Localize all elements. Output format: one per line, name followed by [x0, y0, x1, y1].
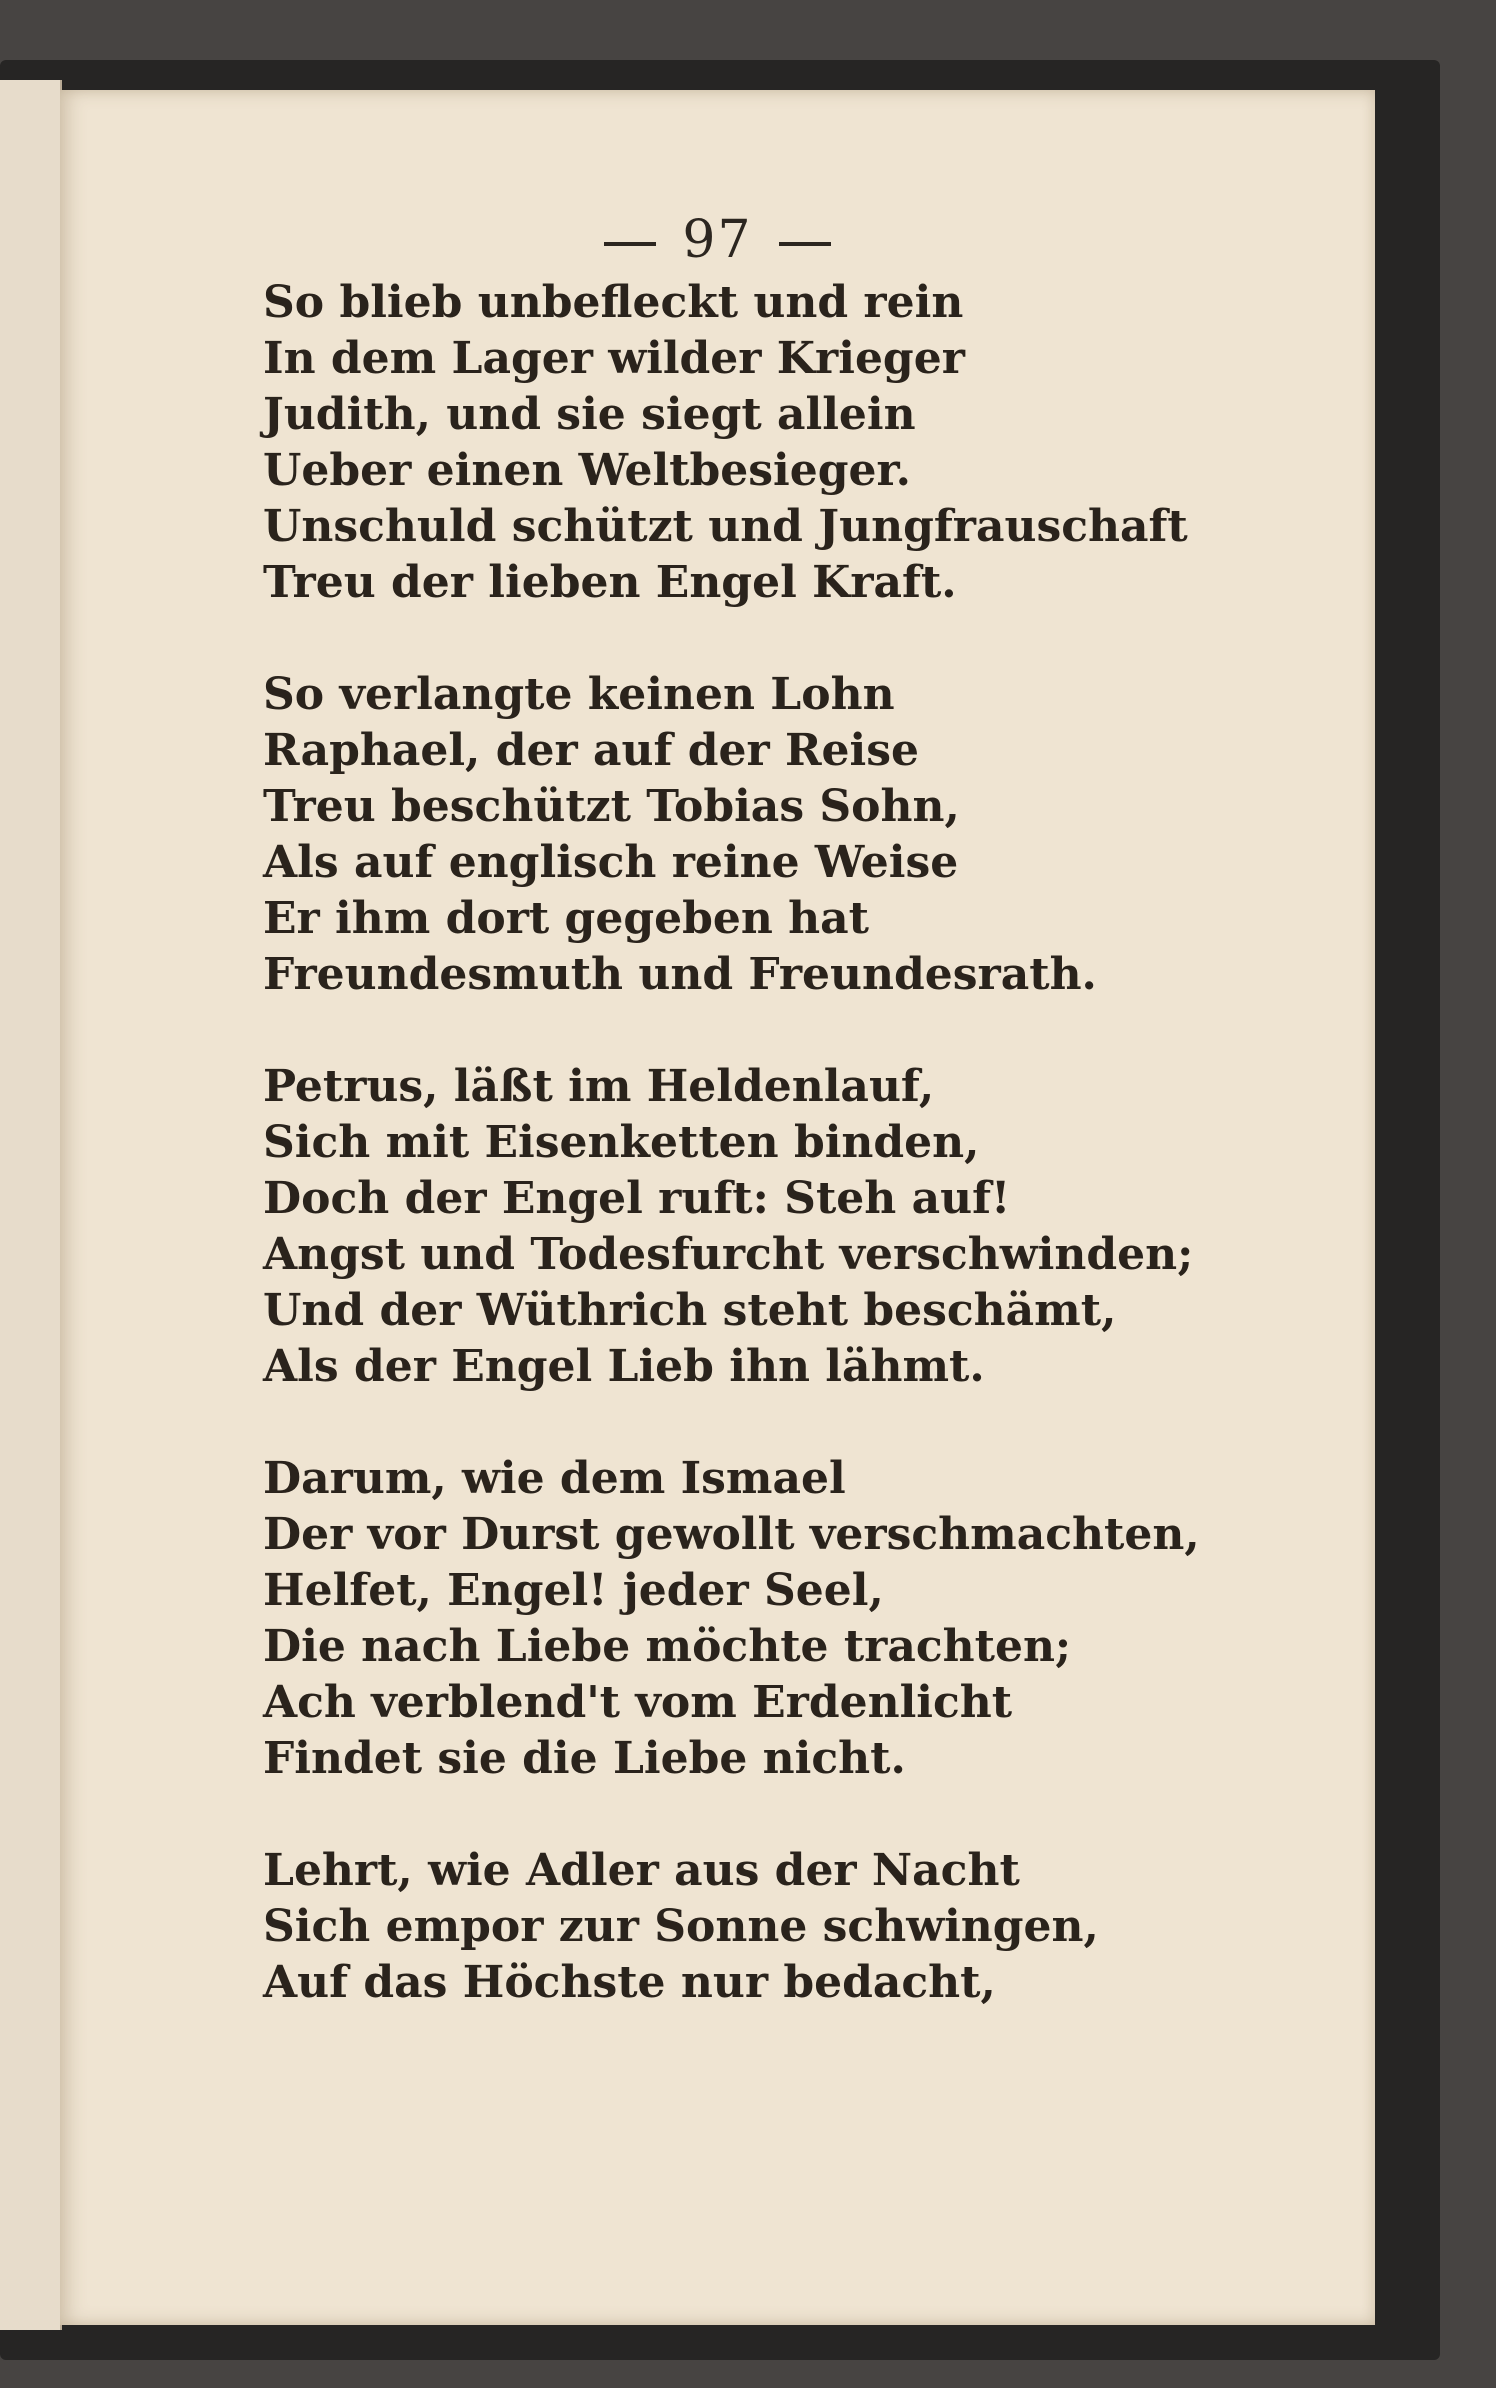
- stanza-4: [263, 1451, 1263, 1787]
- poem-line: Helfet, Engel! jeder Seel,: [263, 1565, 884, 1616]
- poem-line: Lehrt, wie Adler aus der Nacht: [263, 1845, 1020, 1896]
- page-header: [60, 210, 1375, 270]
- poem-line: Angst und Todesfurcht verschwinden;: [263, 1229, 1194, 1280]
- page-number: 97: [682, 210, 753, 270]
- poem-line: Auf das Höchste nur bedacht,: [263, 1957, 996, 2008]
- poem-line: Als auf englisch reine Weise: [263, 837, 959, 888]
- poem-line: So verlangte keinen Lohn: [263, 669, 895, 720]
- poem-line: Petrus, läßt im Heldenlauf,: [263, 1061, 935, 1112]
- poem-line: Ueber einen Weltbesieger.: [263, 445, 911, 496]
- poem-line: Die nach Liebe möchte trachten;: [263, 1621, 1072, 1672]
- poem-line: Freundesmuth und Freundesrath.: [263, 949, 1097, 1000]
- poem-line: Er ihm dort gegeben hat: [263, 893, 869, 944]
- poem-line: Treu der lieben Engel Kraft.: [263, 557, 957, 608]
- poem-line: Treu beschützt Tobias Sohn,: [263, 781, 960, 832]
- poem-line: Als der Engel Lieb ihn lähmt.: [263, 1341, 985, 1392]
- poem-line: In dem Lager wilder Krieger: [263, 333, 965, 384]
- poem-line: Judith, und sie siegt allein: [263, 389, 916, 440]
- header-dash-right: [779, 242, 831, 246]
- poem-line: Sich empor zur Sonne schwingen,: [263, 1901, 1099, 1952]
- stanza-5: [263, 1843, 1263, 2011]
- poem-line: Unschuld schützt und Jungfrauschaft: [263, 501, 1188, 552]
- poem-line: Und der Wüthrich steht beschämt,: [263, 1285, 1117, 1336]
- poem-line: Raphael, der auf der Reise: [263, 725, 920, 776]
- book-page: [60, 90, 1375, 2325]
- poem-line: Doch der Engel ruft: Steh auf!: [263, 1173, 1011, 1224]
- poem-line: Der vor Durst gewollt verschmachten,: [263, 1509, 1200, 1560]
- stanza-2: [263, 667, 1263, 1003]
- poem-line: Ach verblend't vom Erdenlicht: [263, 1677, 1013, 1728]
- poem-text: [263, 275, 1263, 2067]
- stanza-3: [263, 1059, 1263, 1395]
- header-dash-left: [604, 242, 656, 246]
- stanza-1: [263, 275, 1263, 611]
- poem-line: So blieb unbefleckt und rein: [263, 277, 964, 328]
- facing-page-edge: [0, 80, 62, 2330]
- poem-line: Findet sie die Liebe nicht.: [263, 1733, 906, 1784]
- poem-line: Darum, wie dem Ismael: [263, 1453, 846, 1504]
- poem-line: Sich mit Eisenketten binden,: [263, 1117, 980, 1168]
